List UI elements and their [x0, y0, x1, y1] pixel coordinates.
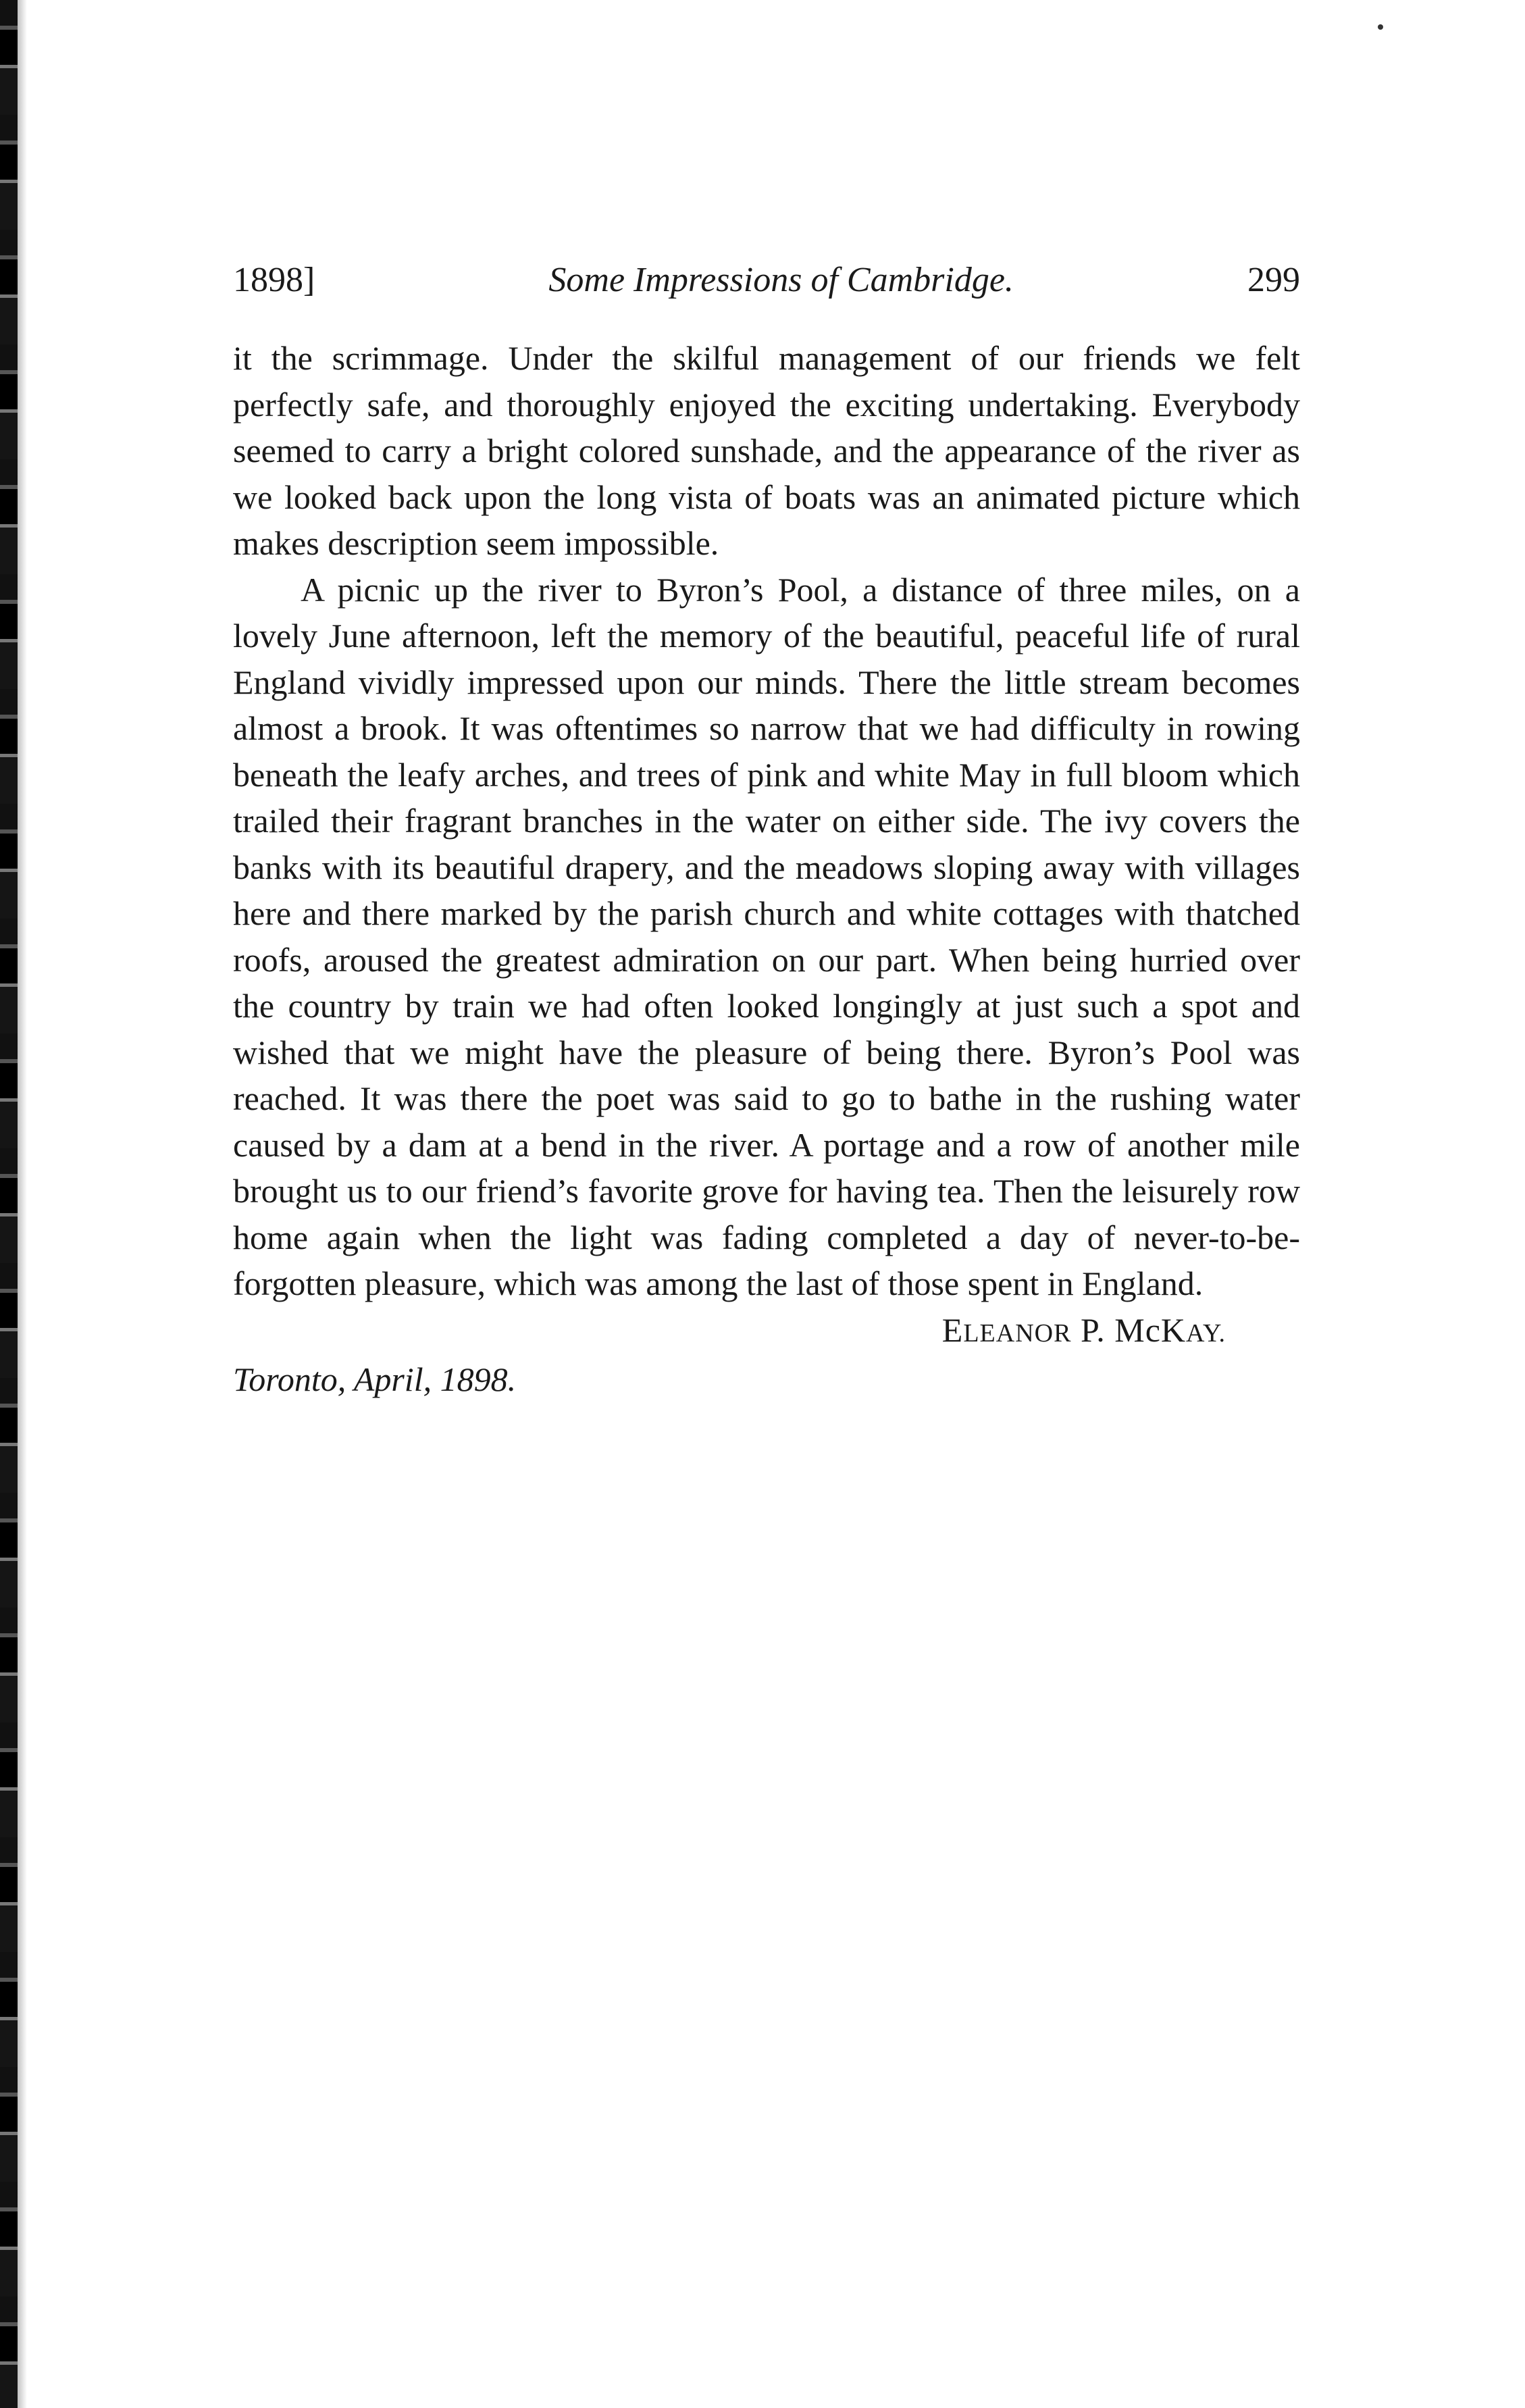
ink-speck	[1378, 24, 1383, 30]
article-body	[233, 335, 1300, 1307]
dateline: Toronto, April, 1898.	[233, 1360, 517, 1398]
author-signature	[233, 1307, 1300, 1356]
signature-first-rest: LEANOR	[963, 1318, 1072, 1348]
running-head	[233, 257, 1300, 304]
binding-edge	[0, 0, 18, 2408]
signature-middle: P.	[1080, 1310, 1106, 1349]
page-content	[233, 257, 1300, 1402]
header-page-number: 299	[1247, 261, 1300, 299]
paragraph-2: A picnic up the river to Byron’s Pool, a distance of three miles, on a lovely June afternoon, left the memory of the beautiful, peaceful life of rural England vividly impressed upon our minds. There the little stream becomes almost a brook. It was oftentimes so narrow that we had difficulty in rowing beneath the leafy arches, and trees of pink and white May in full bloom which trailed their fragrant branches in the water on either side. The ivy covers the banks with its beautiful drapery, and the meadows sloping away with villages here and there marked by the parish church and white cottages with thatched roofs, aroused the greatest admiration on our part. When being hurried over the country by train we had often looked longingly at just such a spot and wished that we might have the pleasure of being there. Byron’s Pool was reached. It was there the poet was said to go to bathe in the rushing water caused by a dam at a bend in the river. A portage and a row of another mile brought us to our friend’s favorite grove for having tea. Then the leisurely row home again when the light was fading completed a day of never-to-be-forgotten pleasure, which was among the last of those spent in England.	[233, 570, 1300, 1302]
binding-shadow	[18, 0, 27, 2408]
header-year: 1898]	[233, 261, 315, 299]
signature-last-cap: K	[1160, 1310, 1186, 1349]
signature-first-initial: E	[941, 1310, 964, 1349]
signature-last-initial: M	[1114, 1310, 1145, 1349]
paragraph-1: it the scrimmage. Under the skilful management of our friends we felt perfectly safe, and thoroughly enjoyed the exciting undertaking. Everybody seemed to carry a bright colored sunshade, and the appearance of the river as we looked back upon the long vista of boats was an animated picture which makes description seem impossible.	[233, 339, 1300, 562]
signature-last-rest: AY.	[1186, 1318, 1226, 1348]
signature-last-mid: c	[1145, 1310, 1161, 1349]
header-title: Some Impressions of Cambridge.	[548, 261, 1014, 299]
